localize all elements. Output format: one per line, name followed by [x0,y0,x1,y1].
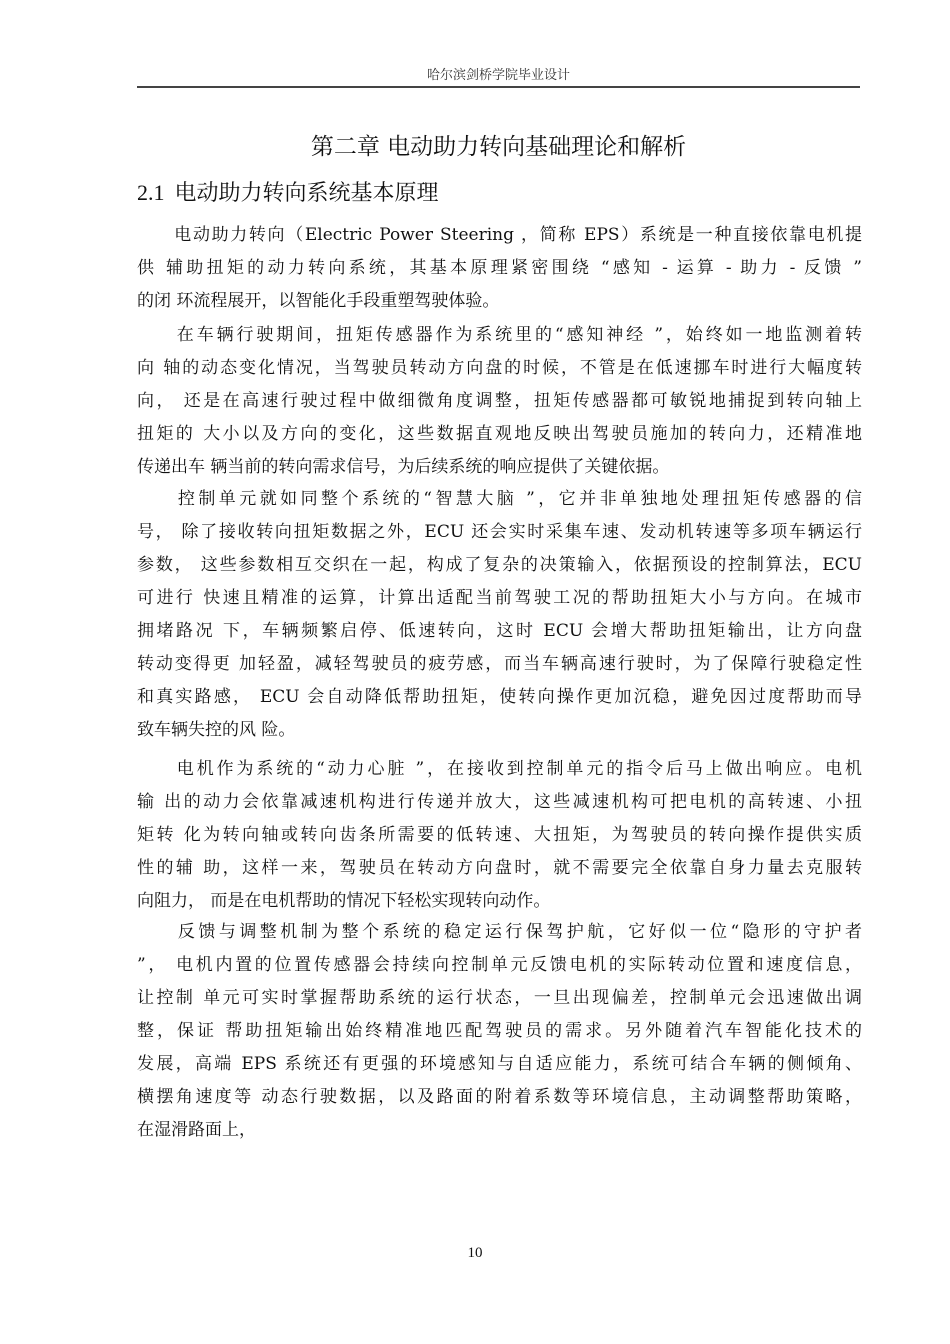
paragraph [137,916,862,1147]
text-line: 性的辅 助，这样一来，驾驶员在转动方向盘时，就不需要完全依靠自身力量去克服转 [137,858,862,878]
text-line: 在湿滑路面上， [137,1120,256,1140]
text-line: 致车辆失控的风 险。 [137,720,296,740]
text-line: 号， 除了接收转向扭矩数据之外，ECU 还会实时采集车速、发动机转速等多项车辆运行 [137,522,862,542]
text-line: 可进行 快速且精准的运算，计算出适配当前驾驶工况的帮助扭矩大小与方向。在城市 [137,588,862,608]
text-line: 向 轴的动态变化情况，当驾驶员转动方向盘的时候，不管是在低速挪车时进行大幅度转 [137,358,862,378]
chapter-title: 第二章 电动助力转向基础理论和解析 [310,134,687,160]
text-line: 控制单元就如同整个系统的“智慧大脑 ”，它并非单独地处理扭矩传感器的信 [137,489,862,509]
section-number: 2.1 [137,180,165,205]
text-line: 供 辅助扭矩的动力转向系统，其基本原理紧密围绕 “感知 - 运算 - 助力 - 反馈 ” [137,258,862,278]
text-line: 的闭 环流程展开，以智能化手段重塑驾驶体验。 [137,291,500,311]
section-heading [137,176,439,207]
section-title: 电动助力转向系统基本原理 [174,181,439,206]
text-line: 向， 还是在高速行驶过程中做细微角度调整，扭矩传感器都可敏锐地捕捉到转向轴上 [137,391,862,411]
text-line: 横摆角速度等 动态行驶数据，以及路面的附着系数等环境信息，主动调整帮助策略， [137,1087,862,1107]
text-line: 让控制 单元可实时掌握帮助系统的运行状态，一旦出现偏差，控制单元会迅速做出调 [137,988,862,1008]
text-line: 整，保证 帮助扭矩输出始终精准地匹配驾驶员的需求。另外随着汽车智能化技术的 [137,1021,862,1041]
header-rule [137,86,860,88]
text-line: 传递出车 辆当前的转向需求信号，为后续系统的响应提供了关键依据。 [137,457,670,477]
text-line: 电机作为系统的“动力心脏 ”，在接收到控制单元的指令后马上做出响应。电机 [137,759,862,779]
text-line: 向阻力， 而是在电机帮助的情况下轻松实现转向动作。 [137,891,551,911]
page-header: 哈尔滨剑桥学院毕业设计 [426,68,570,83]
text-line: 电动助力转向（Electric Power Steering ，简称 EPS）系统是一种直接依靠电机提 [137,225,862,245]
text-line: 拥堵路况 下，车辆频繁启停、低速转向，这时 ECU 会增大帮助扭矩输出，让方向盘 [137,621,862,641]
paragraph [137,753,862,918]
paragraph [137,483,862,747]
page-number: 10 [467,1245,483,1261]
text-line: 矩转 化为转向轴或转向齿条所需要的低转速、大扭矩，为驾驶员的转向操作提供实质 [137,825,862,845]
paragraph [137,319,862,484]
text-line: 反馈与调整机制为整个系统的稳定运行保驾护航，它好似一位“隐形的守护者 [137,922,862,942]
paragraph [137,219,862,318]
text-line: 输 出的动力会依靠减速机构进行传递并放大，这些减速机构可把电机的高转速、小扭 [137,792,862,812]
text-line: 和真实路感， ECU 会自动降低帮助扭矩，使转向操作更加沉稳，避免因过度帮助而导 [137,687,862,707]
text-line: 扭矩的 大小以及方向的变化，这些数据直观地反映出驾驶员施加的转向力，还精准地 [137,424,862,444]
text-line: 转动变得更 加轻盈，减轻驾驶员的疲劳感，而当车辆高速行驶时，为了保障行驶稳定性 [137,654,862,674]
text-line: 在车辆行驶期间，扭矩传感器作为系统里的“感知神经 ”，始终如一地监测着转 [137,325,862,345]
text-line: ”， 电机内置的位置传感器会持续向控制单元反馈电机的实际转动位置和速度信息， [137,955,862,975]
text-line: 参数， 这些参数相互交织在一起，构成了复杂的决策输入，依据预设的控制算法，ECU [137,555,862,575]
text-line: 发展，高端 EPS 系统还有更强的环境感知与自适应能力，系统可结合车辆的侧倾角、 [137,1054,862,1074]
